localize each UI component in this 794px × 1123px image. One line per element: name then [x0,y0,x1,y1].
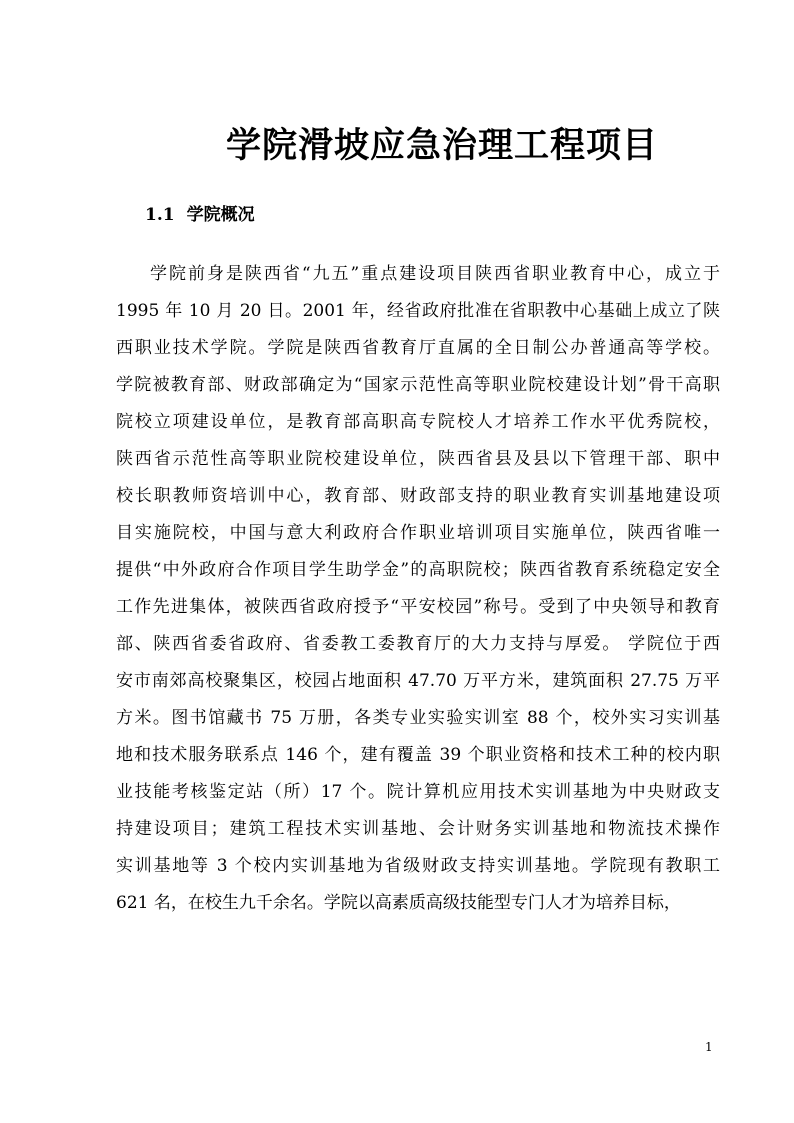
paragraph-line: 方米。图书馆藏书 75 万册，各类专业实验实训室 88 个，校外实习实训基 [116,708,720,728]
paragraph-line: 工作先进集体，被陕西省政府授予“平安校园”称号。受到了中央领导和教育 [116,597,720,617]
paragraph-line: 院校立项建设单位，是教育部高职高专院校人才培养工作水平优秀院校， [116,412,720,432]
paragraph-line: 提供“中外政府合作项目学生助学金”的高职院校；陕西省教育系统稳定安全 [116,560,720,580]
paragraph-line: 西职业技术学院。学院是陕西省教育厅直属的全日制公办普通高等学校。 [116,338,720,358]
paragraph-line: 校长职教师资培训中心，教育部、财政部支持的职业教育实训基地建设项 [116,486,720,506]
paragraph-line: 地和技术服务联系点 146 个，建有覆盖 39 个职业资格和技术工种的校内职 [116,745,720,765]
paragraph-line: 621 名，在校生九千余名。学院以高素质高级技能型专门人才为培养目标， [116,893,681,913]
page-number: 1 [705,1040,713,1054]
section-title: 学院概况 [186,205,255,225]
paragraph-line: 学院被教育部、财政部确定为“国家示范性高等职业院校建设计划”骨干高职 [116,375,720,395]
paragraph-line: 学院前身是陕西省“九五”重点建设项目陕西省职业教育中心，成立于 [150,264,720,284]
paragraph-line: 持建设项目；建筑工程技术实训基地、会计财务实训基地和物流技术操作 [116,819,720,839]
paragraph-line: 安市南郊高校聚集区，校园占地面积 47.70 万平方米，建筑面积 27.75 万平 [116,671,720,691]
body-paragraph [116,256,720,922]
paragraph-line: 部、陕西省委省政府、省委教工委教育厅的大力支持与厚爱。 学院位于西 [116,634,720,654]
paragraph-line: 实训基地等 3 个校内实训基地为省级财政支持实训基地。学院现有教职工 [116,856,720,876]
section-heading [145,203,255,227]
paragraph-line: 陕西省示范性高等职业院校建设单位，陕西省县及县以下管理干部、职中 [116,449,720,469]
paragraph-line: 业技能考核鉴定站（所）17 个。院计算机应用技术实训基地为中央财政支 [116,782,720,802]
document-title: 学院滑坡应急治理工程项目 [225,126,658,166]
section-number: 1.1 [145,205,175,225]
paragraph-line: 目实施院校，中国与意大利政府合作职业培训项目实施单位，陕西省唯一 [116,523,720,543]
paragraph-line: 1995 年 10 月 20 日。2001 年，经省政府批准在省职教中心基础上成立了陕 [116,301,720,321]
